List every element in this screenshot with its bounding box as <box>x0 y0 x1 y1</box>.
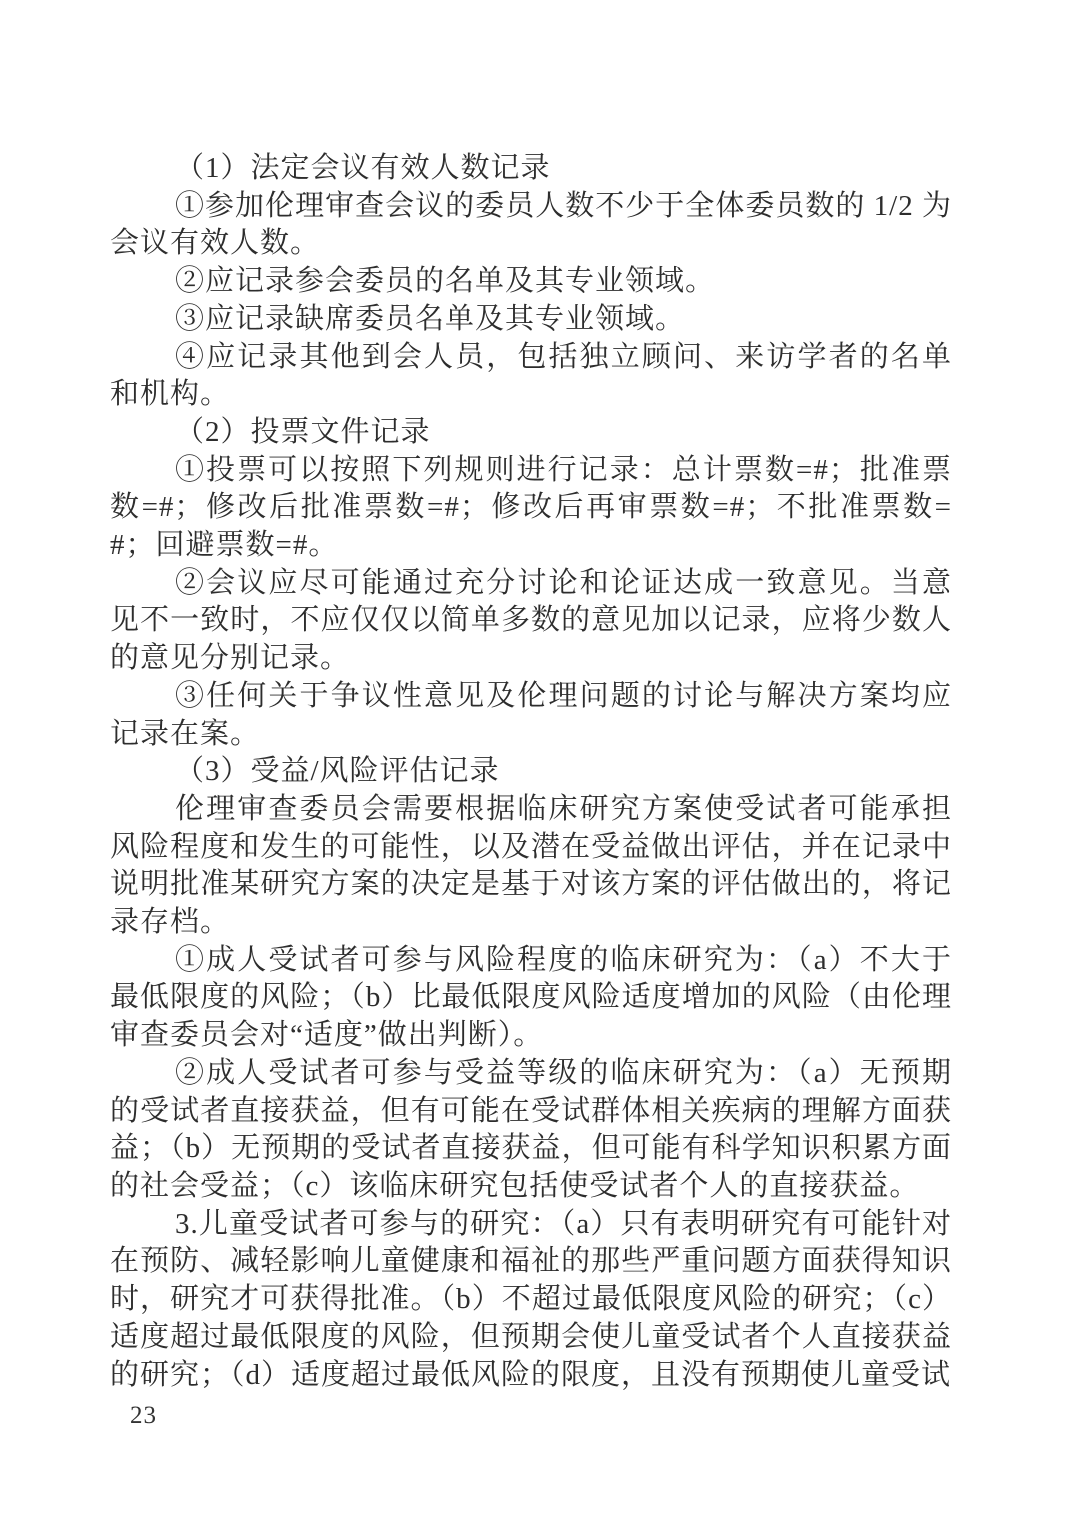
section-heading-3: （3）受益/风险评估记录 <box>175 755 500 788</box>
paragraph: ②成人受试者可参与受益等级的临床研究为：（a）无预期的受试者直接获益，但有可能在受试群体相关疾病的理解方面获益；（b）无预期的受试者直接获益，但可能有科学知识积累方面的社会受益；（c）该临床研究包括使受试者个人的直接获益。 <box>110 1056 952 1202</box>
paragraph: 3.儿童受试者可参与的研究：（a）只有表明研究有可能针对在预防、减轻影响儿童健康和福祉的那些严重问题方面获得知识时，研究才可获得批准。（b）不超过最低限度风险的研究；（c）适度超过最低限度的风险，但预期会使儿童受试者个人直接获益的研究；（d）适度超过最低风险的限度，且没有预期使儿童受试 <box>110 1207 952 1391</box>
paragraph: ③应记录缺席委员名单及其专业领域。 <box>175 302 686 335</box>
paragraph: ③任何关于争议性意见及伦理问题的讨论与解决方案均应记录在案。 <box>110 679 952 750</box>
page-number: 23 <box>130 1402 157 1429</box>
paragraph: ②会议应尽可能通过充分讨论和论证达成一致意见。当意见不一致时，不应仅仅以简单多数的意见加以记录，应将少数人的意见分别记录。 <box>110 566 952 675</box>
paragraph: ④应记录其他到会人员，包括独立顾问、来访学者的名单和机构。 <box>110 340 952 411</box>
document-body <box>110 150 952 1394</box>
section-heading-1: （1）法定会议有效人数记录 <box>175 152 551 184</box>
paragraph: ①成人受试者可参与风险程度的临床研究为：（a）不大于最低限度的风险；（b）比最低限度风险适度增加的风险（由伦理审查委员会对“适度”做出判断）。 <box>110 943 952 1052</box>
paragraph: ①投票可以按照下列规则进行记录：总计票数=#；批准票数=#；修改后批准票数=#；修改后再审票数=#；不批准票数=#；回避票数=#。 <box>110 453 952 562</box>
section-heading-2: （2）投票文件记录 <box>175 415 431 448</box>
paragraph: ①参加伦理审查会议的委员人数不少于全体委员数的 1/2 为会议有效人数。 <box>110 189 952 260</box>
paragraph: ②应记录参会委员的名单及其专业领域。 <box>175 265 716 298</box>
paragraph: 伦理审查委员会需要根据临床研究方案使受试者可能承担风险程度和发生的可能性，以及潜在受益做出评估，并在记录中说明批准某研究方案的决定是基于对该方案的评估做出的，将记录存档。 <box>110 792 952 939</box>
